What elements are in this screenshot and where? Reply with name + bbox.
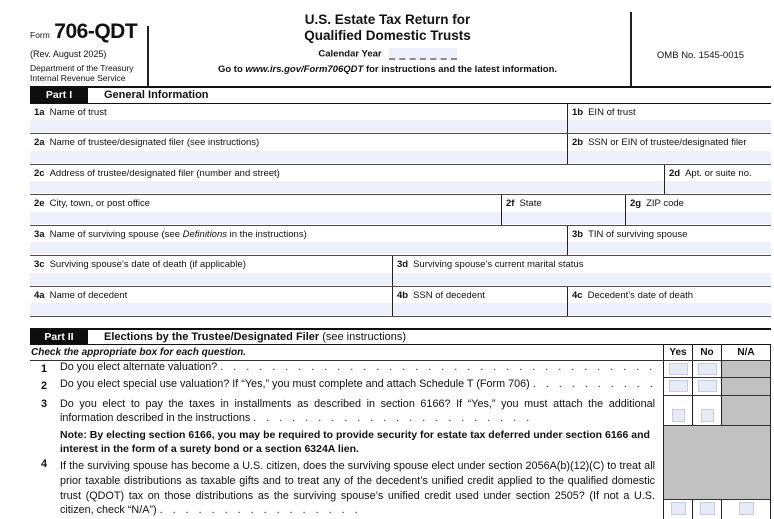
question-4-row bbox=[30, 456, 771, 519]
header-divider-left bbox=[147, 26, 149, 86]
trust-name-input[interactable] bbox=[30, 120, 567, 132]
field-label-3c: 3c Surviving spouse’s date of death (if applicable) bbox=[34, 259, 246, 270]
column-header-na: N/A bbox=[721, 344, 771, 360]
row-4abc bbox=[30, 287, 771, 318]
field-label-4b: 4b SSN of decedent bbox=[397, 289, 485, 301]
form-header bbox=[30, 6, 771, 86]
question-4-text: If the surviving spouse has become a U.S. citizen, does the surviving spouse elect under section 2056A(b)(12)(C) to treat all prior taxable distributions as taxable gifts and to treat any of the decedent’s unified credit applied to the qualified domestic trust (QDOT) tax on those distributions as the surviving spouse’s unified credit used under section 2505? (If not a U.S. citizen, check “N/A”) ................ bbox=[60, 460, 655, 517]
calendar-year-input[interactable] bbox=[389, 48, 457, 60]
decedent-death-date-input[interactable] bbox=[568, 303, 771, 315]
row-2ab bbox=[30, 134, 771, 165]
agency-line-1: Department of the Treasury bbox=[30, 63, 134, 73]
question-2-text: Do you elect special use valuation? If “Yes,” you must complete and attach Schedule T (Form 706) .......... bbox=[60, 378, 663, 390]
trustee-address-input[interactable] bbox=[30, 181, 664, 193]
row-1 bbox=[30, 104, 771, 135]
note-shaded-cell bbox=[663, 426, 771, 457]
spouse-name-input[interactable] bbox=[30, 242, 567, 254]
dot-leader: .......... bbox=[532, 378, 663, 390]
question-3-number: 3 bbox=[41, 397, 48, 410]
q2-na-shaded-cell bbox=[721, 378, 771, 396]
trustee-ssn-ein-input[interactable] bbox=[568, 151, 771, 163]
question-1-row bbox=[30, 361, 771, 379]
q1-yes-checkbox[interactable] bbox=[669, 363, 688, 375]
form-word: Form bbox=[30, 30, 50, 40]
section-6166-note-row bbox=[30, 426, 771, 457]
part1-label: Part I bbox=[30, 88, 88, 103]
question-1-number: 1 bbox=[41, 362, 48, 375]
field-label-4a: 4a Name of decedent bbox=[34, 289, 128, 301]
dot-leader: .................................. bbox=[220, 360, 663, 373]
city-input[interactable] bbox=[30, 212, 501, 224]
row-3cd bbox=[30, 256, 771, 287]
form-number: 706-QDT bbox=[54, 20, 138, 43]
field-label-2a: 2a Name of trustee/designated filer (see instructions) bbox=[34, 137, 260, 148]
part1-bar bbox=[30, 86, 771, 104]
column-header-yes: Yes bbox=[663, 344, 692, 360]
question-3-text: Do you elect to pay the taxes in installments as described in section 6166? If “Yes,” you must attach the additional information described in the instructions ...................... bbox=[60, 397, 655, 424]
column-header-no: No bbox=[692, 344, 721, 360]
decedent-ssn-input[interactable] bbox=[393, 303, 567, 315]
spouse-marital-status-input[interactable] bbox=[393, 273, 771, 285]
part2-bar bbox=[30, 328, 771, 346]
calendar-year-label: Calendar Year bbox=[318, 48, 382, 60]
agency-line-2: Internal Revenue Service bbox=[30, 73, 126, 83]
q3-na-shaded-cell bbox=[721, 396, 771, 426]
row-2cd bbox=[30, 165, 771, 196]
question-1-text: Do you elect alternate valuation? .................................. bbox=[60, 360, 663, 373]
form-title-block bbox=[145, 6, 630, 86]
question-2-number: 2 bbox=[41, 380, 48, 392]
q2-no-checkbox[interactable] bbox=[698, 380, 717, 392]
q4-no-checkbox[interactable] bbox=[700, 502, 715, 515]
field-label-2c: 2c Address of trustee/designated filer (number and street) bbox=[34, 167, 280, 179]
question-2-row bbox=[30, 378, 771, 396]
row-2efg bbox=[30, 195, 771, 226]
header-divider-right bbox=[630, 12, 632, 86]
apt-suite-input[interactable] bbox=[665, 181, 771, 193]
field-label-3a: 3a Name of surviving spouse (see Definitions in the instructions) bbox=[34, 228, 307, 240]
spouse-death-date-input[interactable] bbox=[30, 273, 392, 285]
section-6166-note: Note: By electing section 6166, you may be required to provide security for estate tax deferred under section 6166 and interest in the form of a surety bond or a section 6324A lien. bbox=[60, 428, 650, 455]
question-4-number: 4 bbox=[41, 458, 48, 470]
part1-grid bbox=[30, 104, 771, 318]
field-label-1b: 1b EIN of trust bbox=[572, 106, 636, 118]
q1-no-checkbox[interactable] bbox=[698, 363, 717, 375]
state-input[interactable] bbox=[502, 212, 625, 224]
trust-ein-input[interactable] bbox=[568, 120, 771, 132]
field-label-1a: 1a Name of trust bbox=[34, 106, 107, 118]
field-label-3d: 3d Surviving spouse’s current marital status bbox=[397, 259, 584, 270]
q4-yes-checkbox[interactable] bbox=[671, 502, 686, 515]
part1-title: General Information bbox=[104, 89, 209, 102]
irs-url: www.irs.gov/Form706QDT bbox=[245, 64, 364, 75]
zip-code-input[interactable] bbox=[626, 212, 771, 224]
row-3ab bbox=[30, 226, 771, 257]
q3-yes-checkbox[interactable] bbox=[672, 409, 685, 422]
dot-leader: ................ bbox=[159, 504, 368, 517]
q4-na-checkbox[interactable] bbox=[739, 502, 754, 515]
trustee-name-input[interactable] bbox=[30, 151, 567, 163]
goto-instructions-line: Go to www.irs.gov/Form706QDT for instructions and the latest information. bbox=[217, 64, 558, 75]
check-instruction: Check the appropriate box for each question. bbox=[31, 346, 247, 358]
question-3-row bbox=[30, 396, 771, 426]
field-label-4c: 4c Decedent’s date of death bbox=[572, 289, 694, 301]
decedent-name-input[interactable] bbox=[30, 303, 392, 315]
revision-date: (Rev. August 2025) bbox=[30, 49, 107, 59]
form-id-block bbox=[30, 6, 145, 86]
field-label-2g: 2g ZIP code bbox=[630, 198, 684, 209]
q2-yes-checkbox[interactable] bbox=[669, 380, 688, 392]
check-instruction-row bbox=[30, 344, 771, 361]
part2-body bbox=[30, 344, 771, 519]
spouse-tin-input[interactable] bbox=[568, 242, 771, 254]
field-label-2b: 2b SSN or EIN of trustee/designated filer bbox=[572, 137, 747, 148]
field-label-2e: 2e City, town, or post office bbox=[34, 198, 151, 209]
field-label-2f: 2f State bbox=[506, 198, 542, 209]
page-title: U.S. Estate Tax Return for Qualified Domestic Trusts bbox=[304, 12, 471, 43]
field-label-3b: 3b TIN of surviving spouse bbox=[572, 228, 688, 240]
dot-leader: ...................... bbox=[253, 411, 540, 424]
q1-na-shaded-cell bbox=[721, 361, 771, 379]
omb-number: OMB No. 1545-0015 bbox=[656, 50, 745, 61]
part2-title: Elections by the Trustee/Designated Filer (see instructions) bbox=[104, 330, 406, 343]
q3-no-checkbox[interactable] bbox=[701, 409, 714, 422]
q4-shaded-cell bbox=[663, 456, 771, 500]
field-label-2d: 2d Apt. or suite no. bbox=[669, 167, 752, 179]
part2-label: Part II bbox=[30, 330, 88, 345]
